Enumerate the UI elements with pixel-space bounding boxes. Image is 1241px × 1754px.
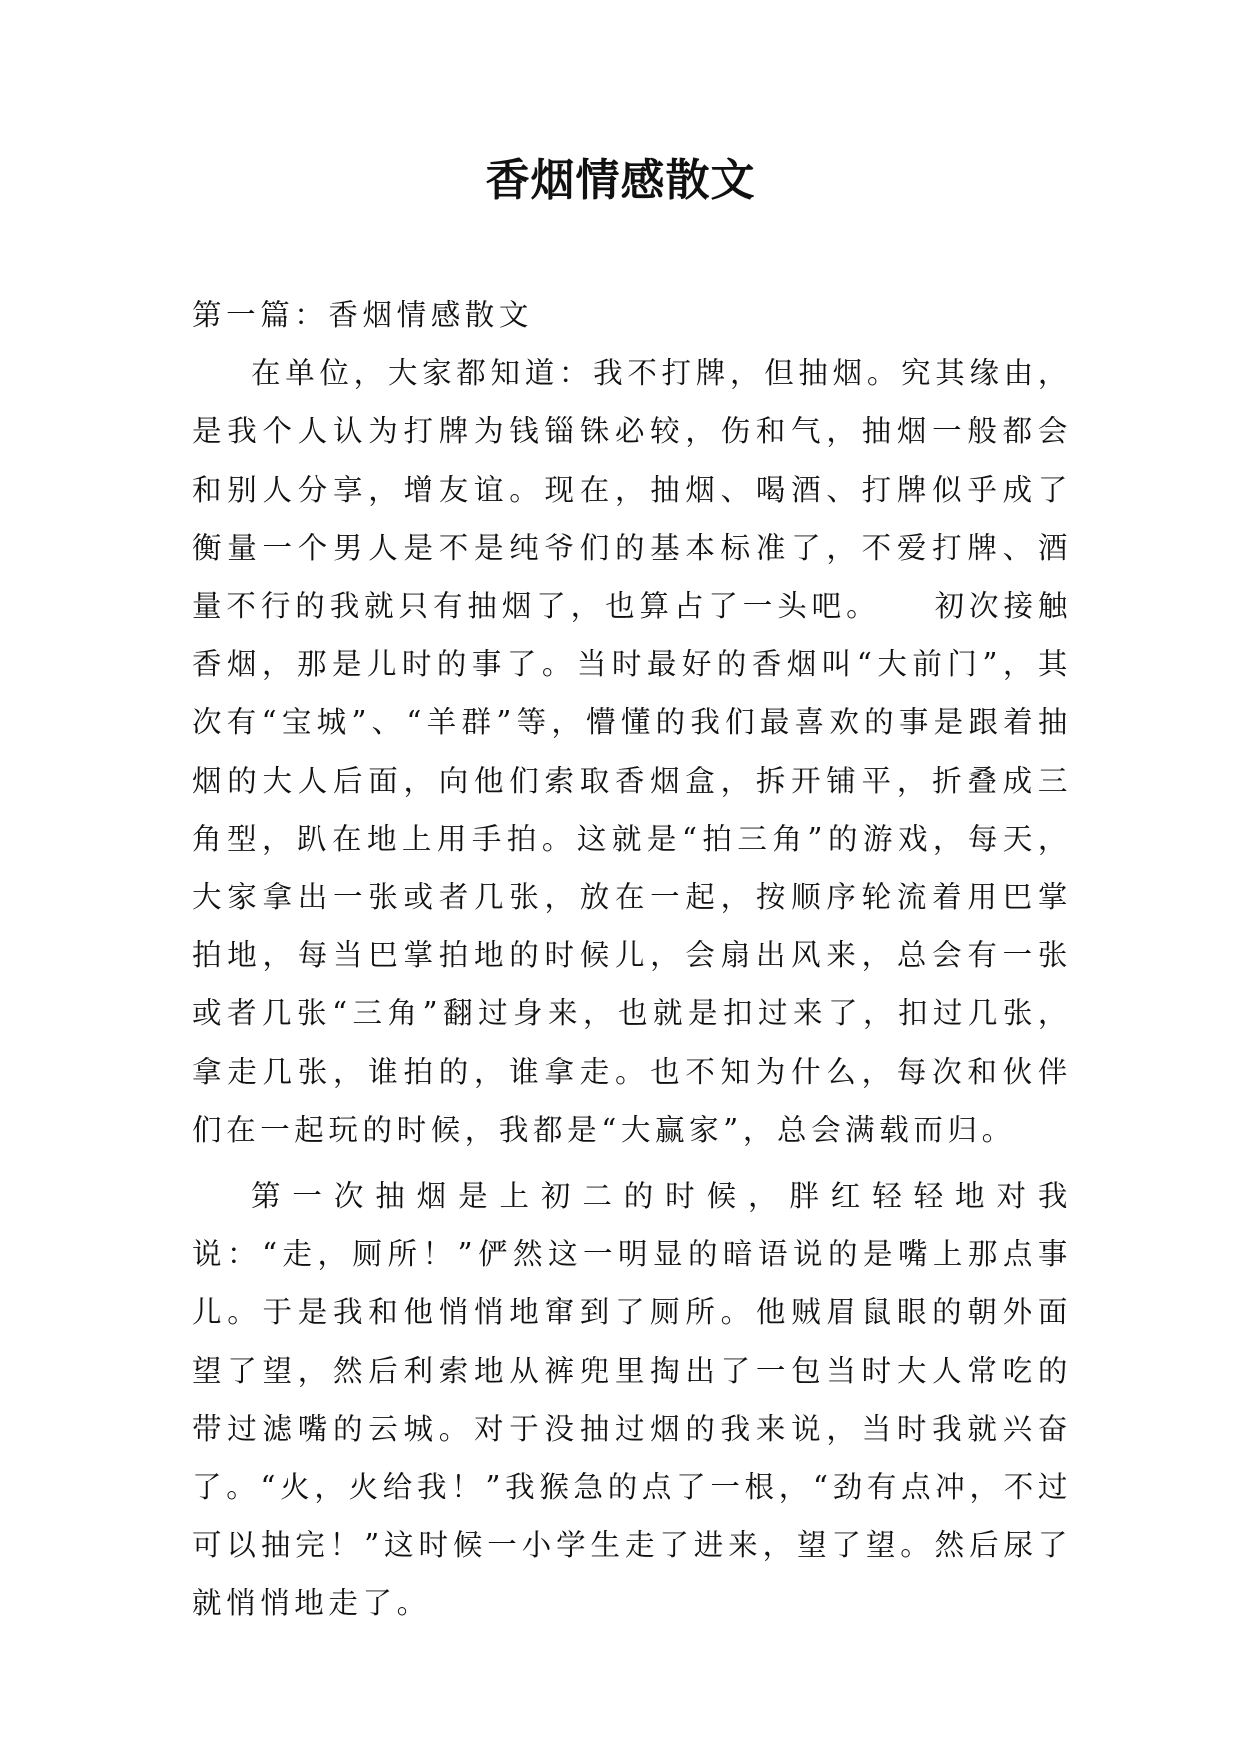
- document-body: [192, 286, 1072, 1633]
- paragraph-1: 在单位，大家都知道：我不打牌，但抽烟。究其缘由，是我个人认为打牌为钱锱铢必较，伤和气，抽烟一般都会和别人分享，增友谊。现在，抽烟、喝酒、打牌似乎成了衡量一个男人是不是纯爷们的基本标准了，不爱打牌、酒量不行的我就只有抽烟了，也算占了一头吧。 初次接触香烟，那是儿时的事了。当时最好的香烟叫“大前门”，其次有“宝城”、“羊群”等，懵懂的我们最喜欢的事是跟着抽烟的大人后面，向他们索取香烟盒，拆开铺平，折叠成三角型，趴在地上用手拍。这就是“拍三角”的游戏，每天，大家拿出一张或者几张，放在一起，按顺序轮流着用巴掌拍地，每当巴掌拍地的时候儿，会扇出风来，总会有一张或者几张“三角”翻过身来，也就是扣过来了，扣过几张，拿走几张，谁拍的，谁拿走。也不知为什么，每次和伙伴们在一起玩的时候，我都是“大赢家”，总会满载而归。: [192, 356, 1072, 1147]
- section-heading: 第一篇：香烟情感散文: [192, 298, 534, 332]
- paragraph-2: 第一次抽烟是上初二的时候，胖红轻轻地对我说：“走，厕所！”俨然这一明显的暗语说的是嘴上那点事儿。于是我和他悄悄地窜到了厕所。他贼眉鼠眼的朝外面望了望，然后利索地从裤兜里掏出了一包当时大人常吃的带过滤嘴的云城。对于没抽过烟的我来说，当时我就兴奋了。“火，火给我！”我猴急的点了一根，“劲有点冲，不过可以抽完！”这时候一小学生走了进来，望了望。然后尿了就悄悄地走了。: [192, 1179, 1072, 1621]
- document-title: 香烟情感散文: [485, 155, 756, 206]
